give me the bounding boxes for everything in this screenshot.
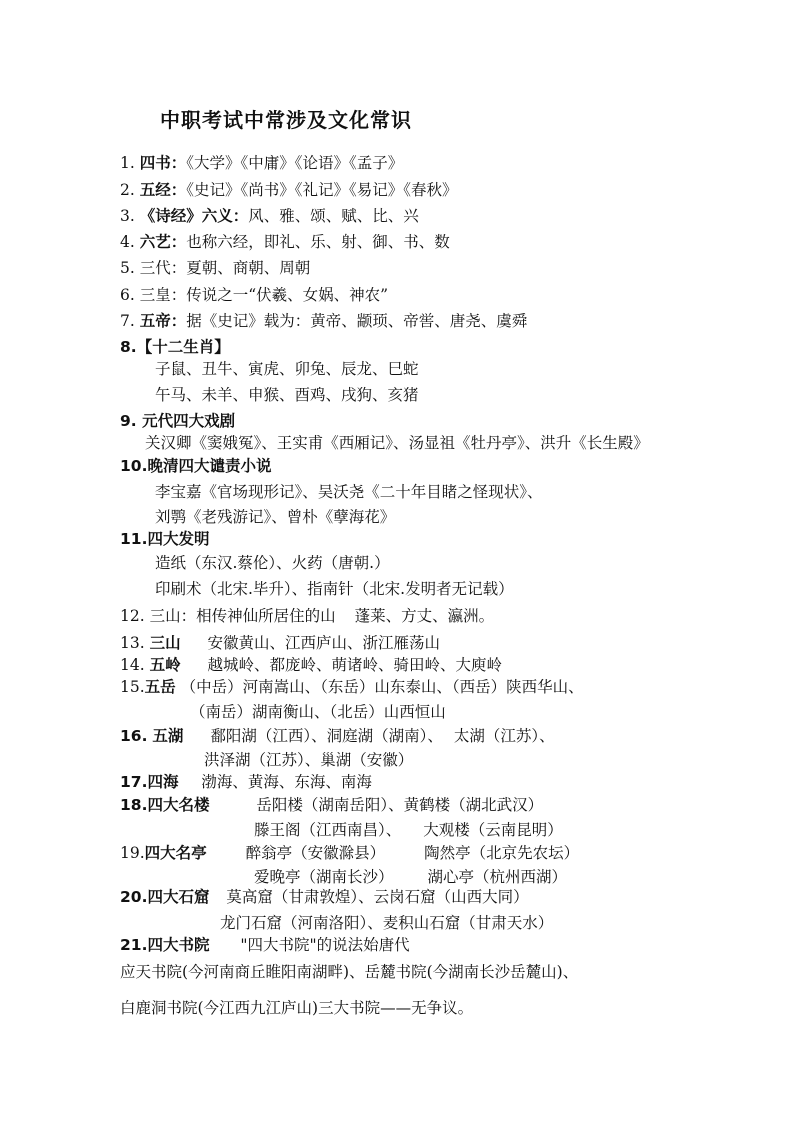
section-heading [120, 456, 271, 476]
item-number: 21. [120, 936, 148, 954]
item-heading: 四大名楼 [147, 796, 210, 814]
list-item [120, 311, 527, 331]
item-text: 相传神仙所居住的山 [196, 607, 336, 625]
item-heading: 【十二生肖】 [136, 338, 230, 356]
item-text-line: 刘鹗《老残游记》、曾朴《孽海花》 [155, 508, 396, 526]
item-number: 17. [120, 773, 148, 791]
item-number: 18. [120, 796, 148, 814]
list-item [120, 935, 410, 955]
item-text: 大观楼（云南昆明） [423, 821, 563, 839]
item-number: 14. [120, 656, 145, 674]
list-item [120, 153, 403, 173]
item-text-line: 午马、未羊、申猴、酉鸡、戌狗、亥猪 [155, 386, 419, 404]
item-text: 《大学》《中庸》《论语》《孟子》 [186, 154, 404, 172]
item-text-line: 白鹿洞书院(今江西九江庐山)三大书院——无争议。 [120, 999, 474, 1017]
item-number: 2. [120, 181, 135, 199]
item-text: "四大书院"的说法始唐代 [240, 936, 410, 954]
item-heading: 五岳 [144, 678, 176, 696]
item-number: 19. [120, 844, 145, 862]
section-heading [120, 411, 235, 431]
item-text-line: 李宝嘉《官场现形记》、吴沃尧《二十年目睹之怪现状》、 [155, 483, 543, 501]
item-text: 《史记》《尚书》《礼记》《易记》《春秋》 [186, 181, 458, 199]
item-heading: 四大石窟 [147, 888, 210, 906]
item-text-line: 造纸（东汉.蔡伦）、火药（唐朝.） [155, 554, 390, 572]
list-item [120, 285, 388, 305]
item-text: 鄱阳湖（江西）、洞庭湖（湖南）、 [210, 727, 443, 745]
list-item [120, 633, 440, 653]
item-number: 13. [120, 634, 145, 652]
item-text-line: 龙门石窟（河南洛阳）、麦积山石窟（甘肃天水） [220, 914, 554, 932]
item-heading: 四大发明 [147, 530, 210, 548]
item-heading: 三代： [139, 259, 187, 277]
item-number: 12. [120, 607, 145, 625]
item-text: 湖心亭（杭州西湖） [427, 868, 568, 886]
item-text: 陶然亭（北京先农坛） [424, 844, 580, 862]
list-item [120, 206, 419, 226]
item-number: 9. [120, 412, 137, 430]
item-number: 16. [120, 727, 148, 745]
item-heading: 三皇： [139, 286, 187, 304]
item-heading: 五湖 [152, 727, 184, 745]
item-heading: 六艺： [139, 233, 187, 251]
list-item [120, 655, 502, 675]
list-item [120, 772, 372, 792]
item-number: 3. [120, 207, 135, 225]
item-heading: 五岭 [149, 656, 181, 674]
item-number: 5. [120, 259, 135, 277]
list-item [120, 180, 458, 200]
item-text: 也称六经，即礼、乐、射、御、书、数 [186, 233, 450, 251]
item-text-line: 印刷术（北宋.毕升）、指南针（北宋.发明者无记载） [155, 580, 514, 598]
item-text-line: 洪泽湖（江苏）、巢湖（安徽） [204, 751, 414, 769]
item-text: 夏朝、商朝、周朝 [186, 259, 311, 277]
item-text-line: 子鼠、丑牛、寅虎、卯兔、辰龙、巳蛇 [155, 360, 419, 378]
item-heading: 五帝： [139, 312, 187, 330]
item-text-line [254, 867, 567, 887]
section-heading [120, 337, 230, 357]
item-number: 15. [120, 678, 145, 696]
item-number: 6. [120, 286, 135, 304]
list-item [120, 795, 543, 815]
item-number: 20. [120, 888, 148, 906]
list-item [120, 887, 529, 907]
item-heading: 四大书院 [147, 936, 210, 954]
item-text: 据《史记》载为：黄帝、颛顼、帝喾、唐尧、虞舜 [186, 312, 528, 330]
item-text: 太湖（江苏）、 [453, 727, 555, 745]
page-title: 中职考试中常涉及文化常识 [160, 108, 412, 132]
list-item [120, 606, 494, 626]
item-text: 莫高窟（甘肃敦煌）、云岗石窟（山西大同） [226, 888, 529, 906]
item-heading: 《诗经》六义： [139, 207, 249, 225]
item-text-line: （南岳）湖南衡山、（北岳）山西恒山 [190, 703, 446, 721]
item-number: 11. [120, 530, 148, 548]
item-heading: 四大名亭 [144, 844, 207, 862]
item-text: 蓬莱、方丈、瀛洲。 [354, 607, 495, 625]
item-text-line: 关汉卿《窦娥冤》、王实甫《西厢记》、汤显祖《牡丹亭》、洪升《长生殿》 [145, 434, 649, 452]
item-text-line [254, 820, 563, 840]
item-heading: 晚清四大谴责小说 [147, 457, 272, 475]
item-number: 4. [120, 233, 135, 251]
item-heading: 三山 [149, 634, 181, 652]
item-text: （中岳）河南嵩山、（东岳）山东泰山、（西岳）陕西华山、 [180, 678, 584, 696]
item-text-line: 应天书院(今河南商丘睢阳南湖畔)、岳麓书院(今湖南长沙岳麓山)、 [120, 963, 579, 981]
item-number: 1. [120, 154, 135, 172]
list-item [120, 258, 310, 278]
list-item [120, 726, 555, 746]
item-text: 爱晚亭（湖南长沙） [254, 868, 394, 886]
list-item [120, 677, 584, 697]
item-text: 风、雅、颂、赋、比、兴 [248, 207, 419, 225]
item-text: 安徽黄山、江西庐山、浙江雁荡山 [207, 634, 441, 652]
item-heading: 元代四大戏剧 [142, 412, 236, 430]
item-text: 岳阳楼（湖南岳阳）、黄鹤楼（湖北武汉） [256, 796, 544, 814]
item-text: 传说之一“伏羲、女娲、神农” [186, 286, 389, 304]
item-text: 渤海、黄海、东海、南海 [201, 773, 372, 791]
item-text: 越城岭、都庞岭、萌诸岭、骑田岭、大庾岭 [207, 656, 503, 674]
list-item [120, 843, 579, 863]
list-item [120, 232, 450, 252]
item-heading: 四海 [147, 773, 179, 791]
item-text: 醉翁亭（安徽滁县） [245, 844, 386, 862]
item-heading: 三山： [149, 607, 197, 625]
item-heading: 五经： [139, 181, 187, 199]
item-text: 滕王阁（江西南昌）、 [254, 821, 402, 839]
item-heading: 四书： [139, 154, 187, 172]
section-heading [120, 529, 209, 549]
item-number: 8. [120, 338, 137, 356]
item-number: 10. [120, 457, 148, 475]
item-number: 7. [120, 312, 135, 330]
